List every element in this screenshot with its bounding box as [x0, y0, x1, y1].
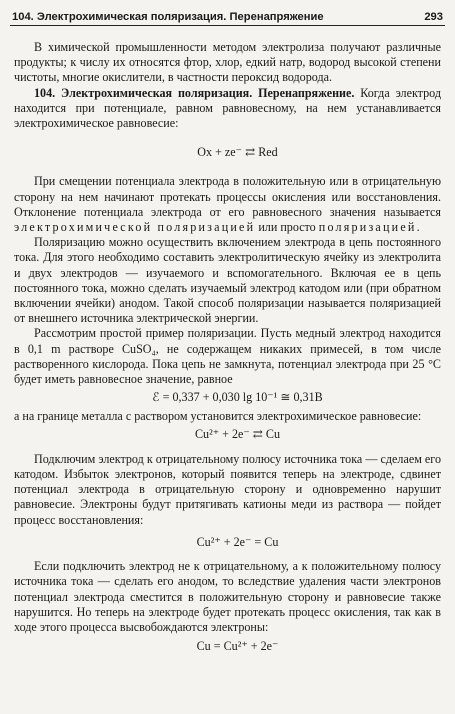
equation-reduction: Cu²⁺ + 2e⁻ = Cu — [196, 534, 279, 549]
definition-text-c: . — [416, 220, 420, 235]
paragraph-polarization-definition — [14, 174, 441, 235]
page — [0, 1, 455, 714]
paragraph-equilibrium-intro: а на границе металла с раствором установится электрохимическое равновесие: — [14, 409, 422, 424]
equation-potential: ℰ = 0,337 + 0,030 lg 10⁻¹ ≅ 0,31В — [152, 390, 323, 405]
paragraph-copper-example: Рассмотрим простой пример поляризации. Пусть медный электрод находится в 0,1 m растворе CuSO₄, не содержащем никаких примесей, в том числе растворенного кислорода. Пока цепь не замкнута, потенциал электрода при 25 °C будет иметь равновесное значение, равное — [14, 326, 441, 387]
equation-oxidation: Cu = Cu²⁺ + 2e⁻ — [196, 639, 279, 654]
definition-text-a: При смещении потенциала электрода в положительную или в отрицательную сторону на нем начинают протекать процессы окисления или восстановления. Отклонение потенциала электрода от его равновесного значения называется — [14, 174, 441, 219]
definition-text-b: или просто — [255, 220, 319, 235]
running-header — [10, 1, 445, 26]
paragraph-cathode: Подключим электрод к отрицательному полюсу источника тока — сделаем его катодом. Избыток электронов, который появится теперь на электроде, сдвинет потенциал электрода в отрицательную сторону и одновременно нарушит равновесие. Электроны будут притягивать катионы меди из раствора — пойдет процесс восстановления: — [14, 451, 441, 527]
section-intro-text: Когда электрод находится при потенциале, равном равновесному, на нем устанавливается электрохимическое равновесие: — [14, 85, 441, 131]
equation-copper-equilibrium: Cu²⁺ + 2e⁻ ⇄ Cu — [194, 426, 281, 441]
paragraph-section-intro — [14, 86, 441, 132]
term-electrochemical-polarization: электрохимической поляризацией — [14, 220, 256, 235]
equation-ox-red: Ox + ze⁻ ⇄ Red — [197, 145, 278, 160]
page-body — [10, 26, 445, 654]
paragraph-electrolysis-products: В химической промышленности методом электролиза получают различные продукты; к числу их относятся фтор, хлор, едкий натр, водород высокой степени чистоты, многие окислители, в частности пероксид водорода. — [14, 40, 441, 85]
page-number: 293 — [424, 11, 443, 23]
term-polarization: поляризацией — [318, 220, 417, 235]
section-heading: 104. Электрохимическая поляризация. Перенапряжение. — [34, 85, 355, 100]
paragraph-anode: Если подключить электрод не к отрицательному, а к положительному полюсу источника тока — сделать его анодом, то вследствие удаления части электронов потенциал электрода сместится в положительную сторону и равновесие также нарушится. Но теперь на электроде будет протекать процесс окисления, так как в ходе этого процесса высвобождаются электроны: — [14, 559, 441, 634]
paragraph-external-source: Поляризацию можно осуществить включением электрода в цепь постоянного тока. Для этого необходимо составить электролитическую ячейку из электролита и двух электродов — изучаемого и вспомогательного. Включая ее в цепь постоянного тока, можно сделать изучаемый электрод катодом или (при обратном включении ячейки) анодом. Такой способ поляризации называется поляризацией от внешнего источника электрической энергии. — [14, 235, 441, 326]
header-title: 104. Электрохимическая поляризация. Перенапряжение — [12, 11, 324, 23]
